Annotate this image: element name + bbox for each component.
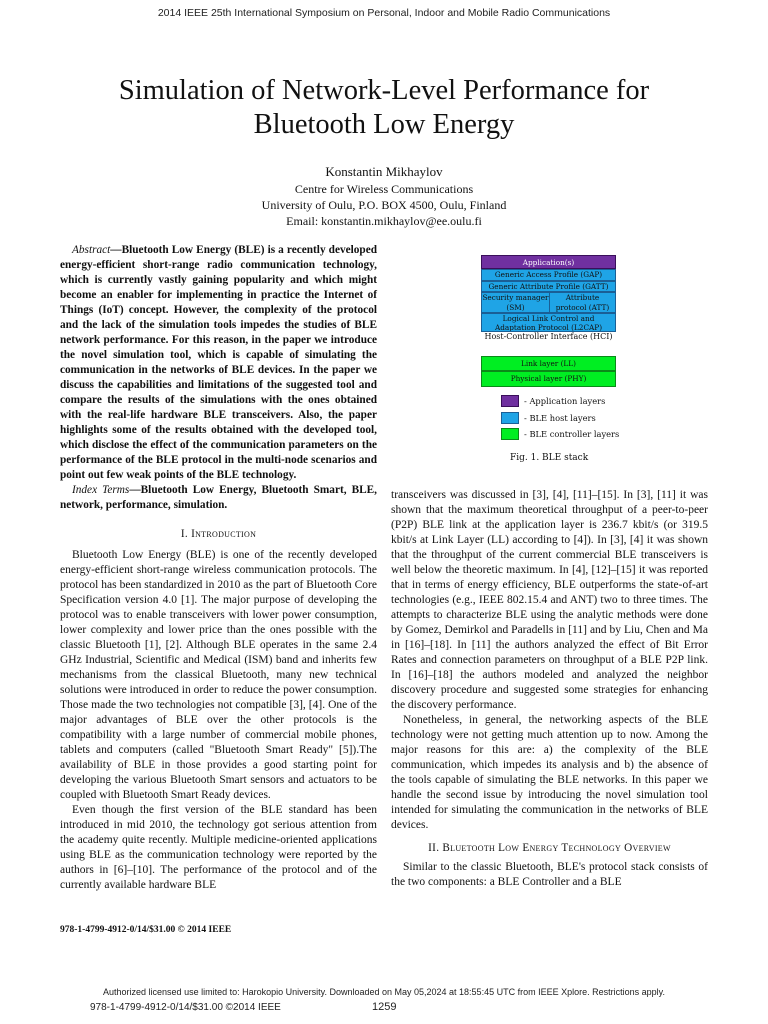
conference-header: 2014 IEEE 25th International Symposium on Personal, Indoor and Mobile Radio Communications [157,7,611,19]
abstract-text: —Bluetooth Low Energy (BLE) is a recently developed energy-efficient short-range radio communication technology, which is currently vastly gaining popularity and which might become an enabler for implementing in practice the Internet of Things (IoT) concept. However, the complexity of the protocol and the lack of the simulation tools impedes the studies of BLE network performance. For this reason, in the paper we introduce the novel simulation tool, which is capable of simulating the communication in the networks of BLE devices. In the paper we discuss the capabilities and limitations of the suggested tool and compare the results of the simulations with the ones obtained with the real-life hardware BLE transceivers. Also, the paper highlights some of the results obtained with the developed tool, which disclose the effect of the communication parameters on the performance of the BLE protocol in the multi-node scenarios and point out few weak points of the BLE technology. [60,244,377,481]
legend-swatch-controller [501,428,519,440]
title-line-1: Simulation of Network-Level Performance for [118,75,650,106]
abstract [60,243,377,483]
intro-paragraph-2: Even though the first version of the BLE standard has been introduced in mid 2010, the technology got serious attention from the academy quite recently. Multiple medicine-oriented applications using BLE as the communication technology were reported by the authors in [6]–[10]. The performance of the protocol and of the currently available hardware BLE [60,804,377,891]
section-2-heading [391,841,708,856]
license-notice: Authorized licensed use limited to: Harokopio University. Downloaded on May 05,2024 at 18:55:45 UTC from IEEE Xplore. Restrictions apply. [103,987,665,997]
right-paragraph-1: transceivers was discussed in [3], [4], [11]–[15]. In [3], [11] it was shown that the maximum theoretical throughput of a peer-to-peer (P2P) BLE link at the application layer is 236.7 kbit/s (or 319.5 kbit/s at Link Layer (LL) according to [4]). In [3], [4] it was shown that the throughput of the current commercial BLE transceivers is well below the theoretic maximum. In [4], [12]–[15] it was reported that in terms of energy efficiency, BLE outperforms the state-of-art technologies (e.g., IEEE 802.15.4 and ANT) two to three times. The attempts to characterize BLE using the analytic methods were done by Gomez, Demirkol and Paradells in [11] and by Liu, Chen and Ma in [16]–[18]. In [11] the authors analyzed the effect of Bit Error Rates and connection parameters on throughput of a BLE P2P link. In [16]–[18] the authors modeled and analyzed the neighbor discovery procedure and suggested some strategies for enhancing the discovery performance. [391,489,708,711]
section-2-title: Bluetooth Low Energy Technology Overview [442,842,671,854]
legend-label-application: - Application layers [524,396,606,406]
section-1-title: Introduction [191,528,257,540]
author-name: Konstantin Mikhaylov [325,164,443,179]
legend-label-host: - BLE host layers [524,413,596,423]
layer-application: Application(s) [481,255,616,269]
section-2-number: II. [428,842,440,854]
index-terms-text: —Bluetooth Low Energy, Bluetooth Smart, BLE, network, performance, simulation. [60,484,378,511]
layer-gatt: Generic Attribute Profile (GATT) [481,281,616,292]
layer-gap: Generic Access Profile (GAP) [481,269,616,281]
author-email: Email: konstantin.mikhaylov@ee.oulu.fi [286,214,482,228]
paper-title [60,74,708,142]
footer-isbn: 978-1-4799-4912-0/14/$31.00 ©2014 IEEE [90,1002,281,1013]
legend-swatch-host [501,412,519,424]
legend-label-controller: - BLE controller layers [524,429,620,439]
legend-swatch-application [501,395,519,407]
section-1-heading [60,527,377,542]
layer-l2cap: Logical Link Control and Adaptation Protocol (L2CAP) [481,313,616,332]
abstract-label: Abstract [72,244,111,256]
right-column [391,488,708,890]
layer-hci: Host-Controller Interface (HCI) [481,332,616,353]
page-number: 1259 [372,1001,397,1013]
affiliation-line-1: Centre for Wireless Communications [294,182,474,196]
layer-sm: Security manager (SM) [482,293,549,312]
right-paragraph-2: Nonetheless, in general, the networking aspects of the BLE technology were not getting much attention up to now. Among the major reasons for this are: a) the complexity of the BLE communication, which impedes its analysis and b) the absence of the tools capable of simulating the BLE networks. In this paper we handle the second issue by introducing the novel simulation tool intended for simulating the communication in the networks of BLE devices. [391,714,708,831]
index-terms [60,483,377,513]
affiliation-line-2: University of Oulu, P.O. BOX 4500, Oulu, Finland [261,198,507,212]
intro-paragraph-1: Bluetooth Low Energy (BLE) is one of the recently developed energy-efficient short-range wireless communication protocols. The protocol has been standardized in 2010 as the part of Bluetooth Core Specification version 4.0 [1]. The major purpose of developing the protocol was to enable transceivers with lower power consumption, lower complexity and lower price than the ones possible with the classic Bluetooth [1], [2]. Although BLE operates in the same 2.4 GHz Industrial, Scientific and Medical (ISM) band and inherits few mechanisms from the classical Bluetooth, many new technical solutions were introduced in order to reduce the power consumption. Those made the two technologies not compatible [3], [4]. One of the major advantages of BLE over the other protocols is the compatibility with a large number of commercial mobile phones, tablets and computers (called "Bluetooth Smart Ready" [5]).The availability of BLE in those provides a good starting point for developing the various Bluetooth Smart sensors and actuators to be coupled with Bluetooth Smart Ready devices. [60,549,377,801]
left-column [60,243,377,893]
layer-phy: Physical layer (PHY) [481,371,616,387]
layer-att: Attribute protocol (ATT) [549,292,616,313]
copyright-line: 978-1-4799-4912-0/14/$31.00 © 2014 IEEE [60,925,232,935]
index-terms-label: Index Terms [72,484,130,496]
title-line-2: Bluetooth Low Energy [253,109,515,140]
figure-caption: Fig. 1. BLE stack [510,453,589,463]
section-1-number: I. [180,528,188,540]
right-paragraph-3: Similar to the classic Bluetooth, BLE's protocol stack consists of the two components: a BLE Controller and a BLE [391,861,708,888]
layer-ll: Link layer (LL) [481,356,616,371]
